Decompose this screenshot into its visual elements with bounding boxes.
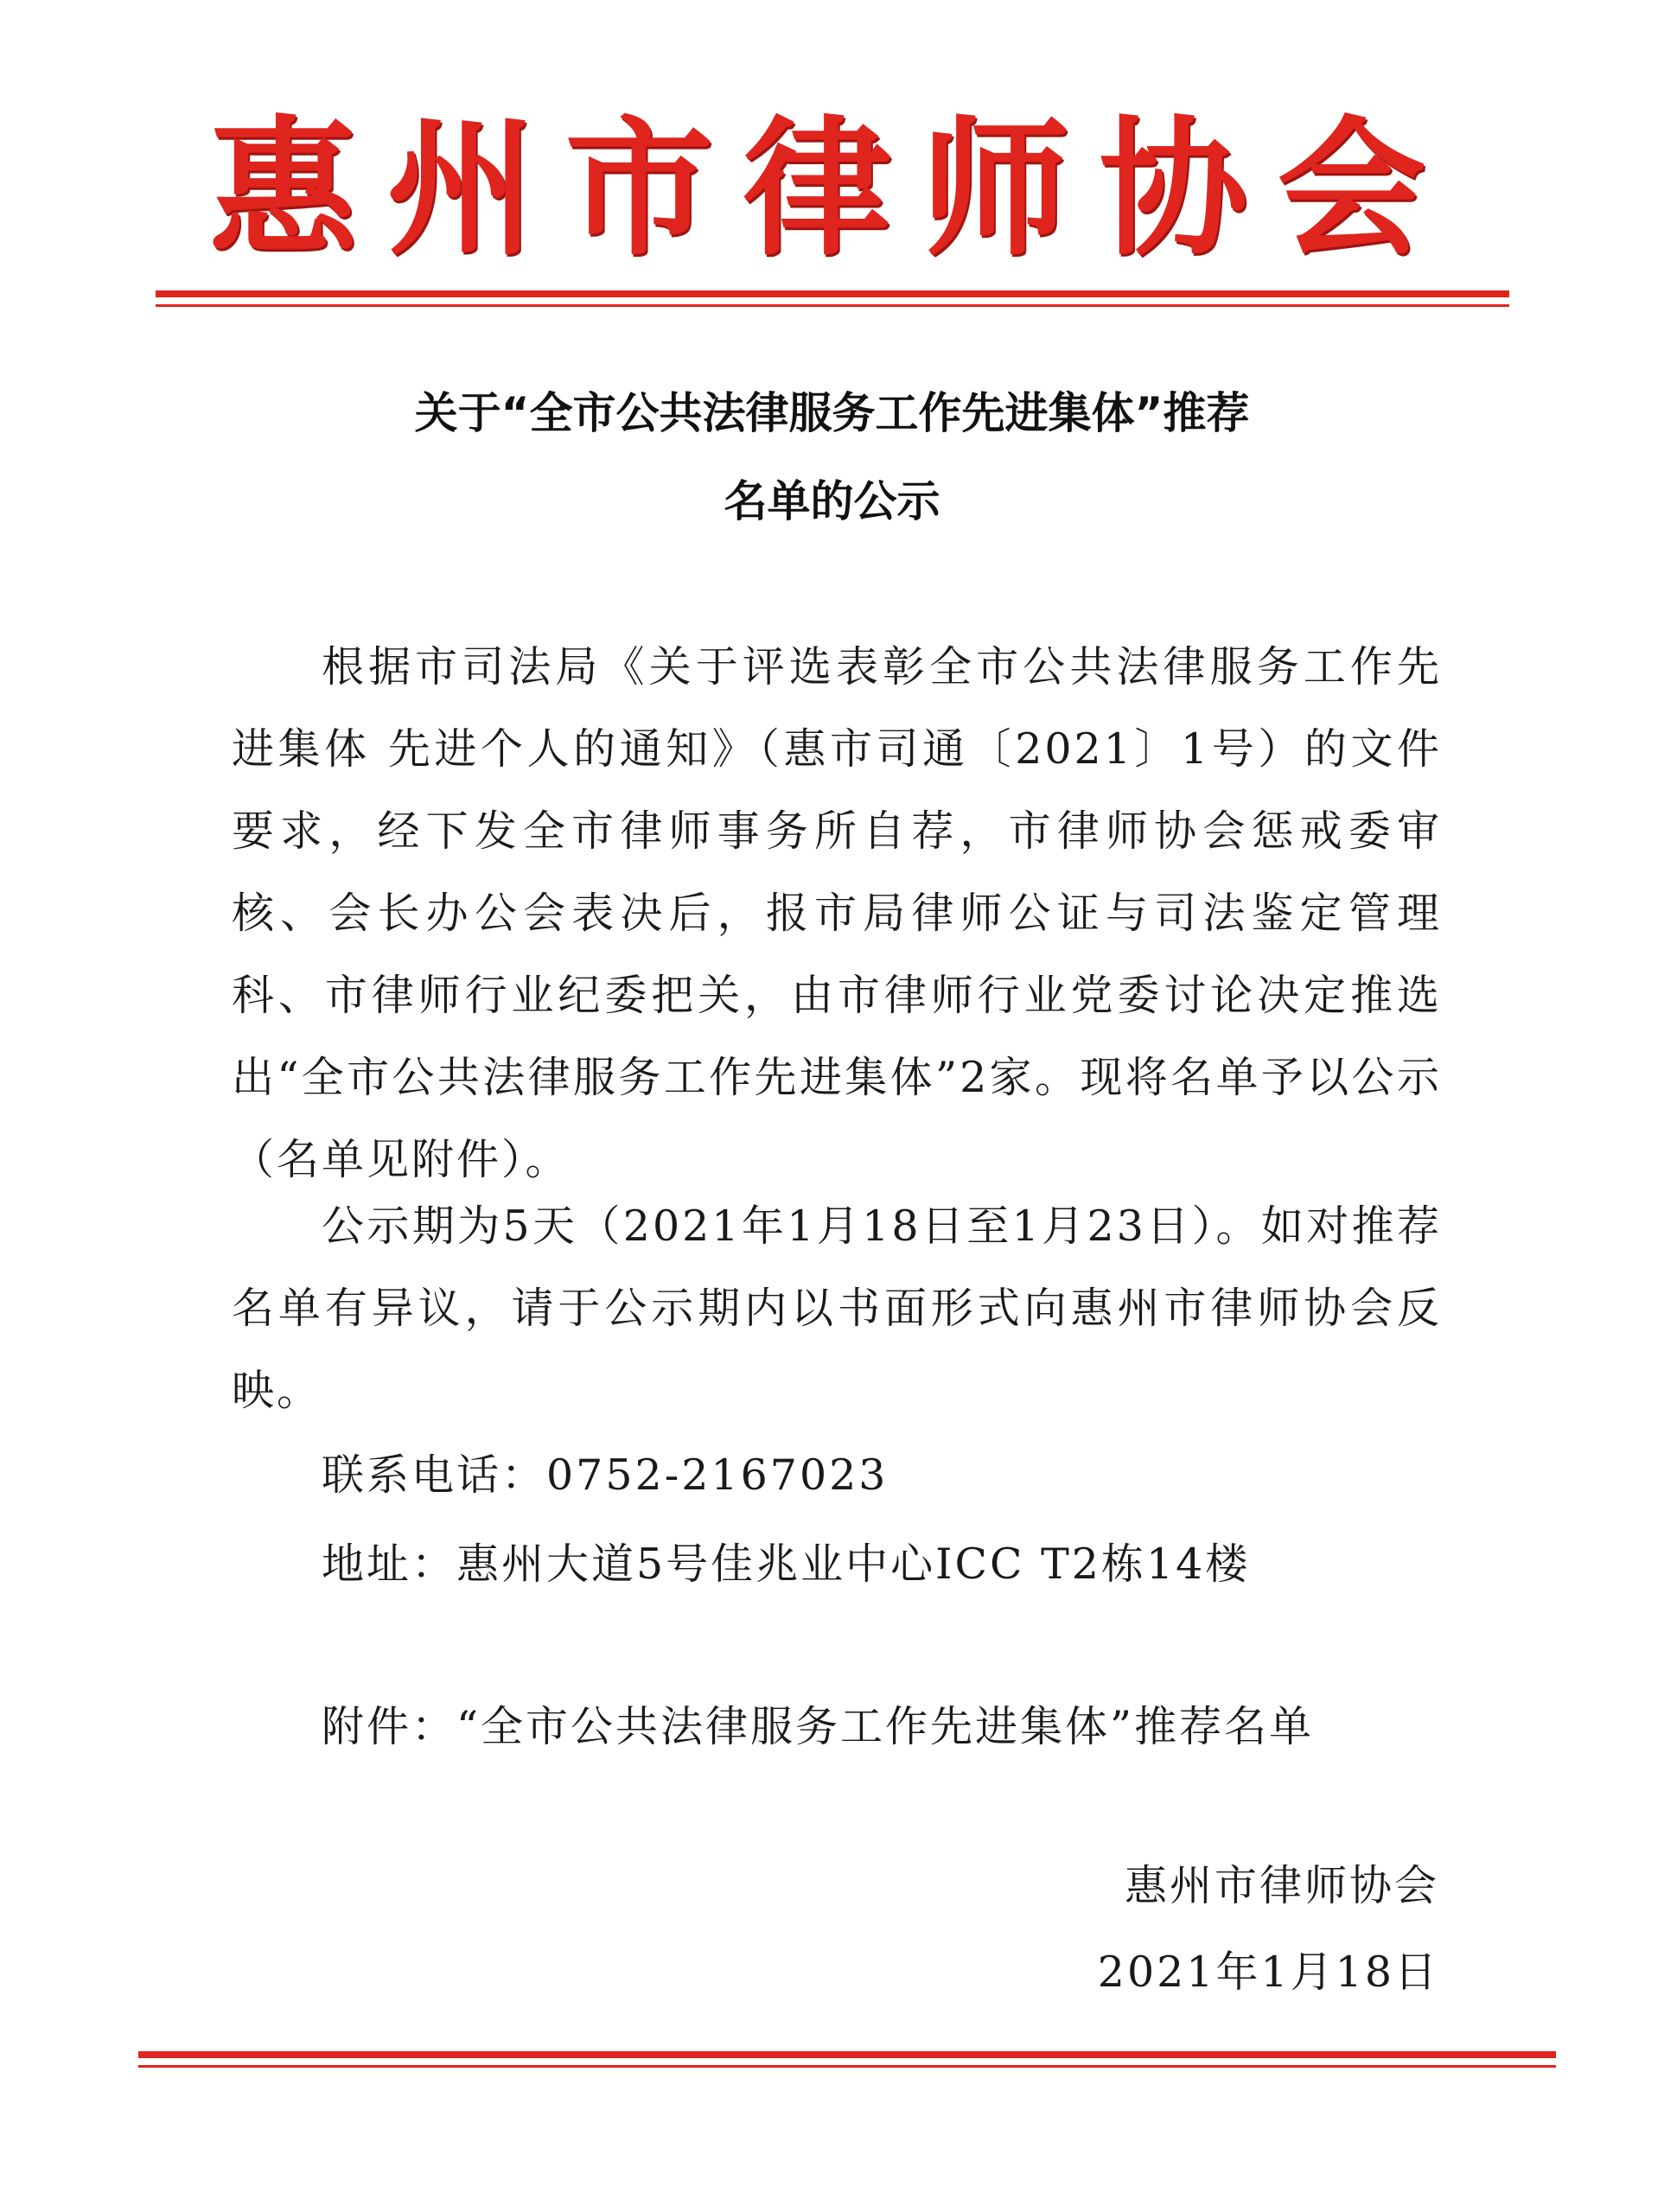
contact-phone: 联系电话：0752-2167023	[322, 1450, 889, 1500]
document-title-line-1: 关于“全市公共法律服务工作先进集体”推荐	[414, 388, 1250, 438]
body-paragraph-2: 公示期为5天（2021年1月18日至1月23日）。如对推荐名单有异议，请于公示期内以书面形式向惠州市律师协会反映。	[232, 1202, 1442, 1415]
letterhead-rule-thick	[156, 290, 1509, 297]
attachment-note: 附件：“全市公共法律服务工作先进集体”推荐名单	[322, 1702, 1315, 1751]
document-title-line-2: 名单的公示	[724, 476, 940, 526]
contact-address: 地址：惠州大道5号佳兆业中心ICC T2栋14楼	[322, 1539, 1251, 1589]
signature-date: 2021年1月18日	[1097, 1947, 1439, 1997]
body-paragraph-1: 根据市司法局《关于评选表彰全市公共法律服务工作先进集体 先进个人的通知》（惠市司通〔2021〕1号）的文件要求，经下发全市律师事务所自荐，市律师协会惩戒委审核、会长办公会表决后，报市局律师公证与司法鉴定管理科、市律师行业纪委把关，由市律师行业党委讨论决定推选出“全市公共法律服务工作先进集体”2家。现将名单予以公示（名单见附件）。	[232, 642, 1442, 1184]
footer-rule-thick	[138, 2051, 1556, 2058]
signature-organization: 惠州市律师协会	[1124, 1861, 1439, 1910]
footer-rule-thin	[138, 2065, 1556, 2068]
letterhead-masthead: 惠州市律师协会	[208, 100, 1456, 276]
letterhead-rule-thin	[156, 304, 1509, 307]
